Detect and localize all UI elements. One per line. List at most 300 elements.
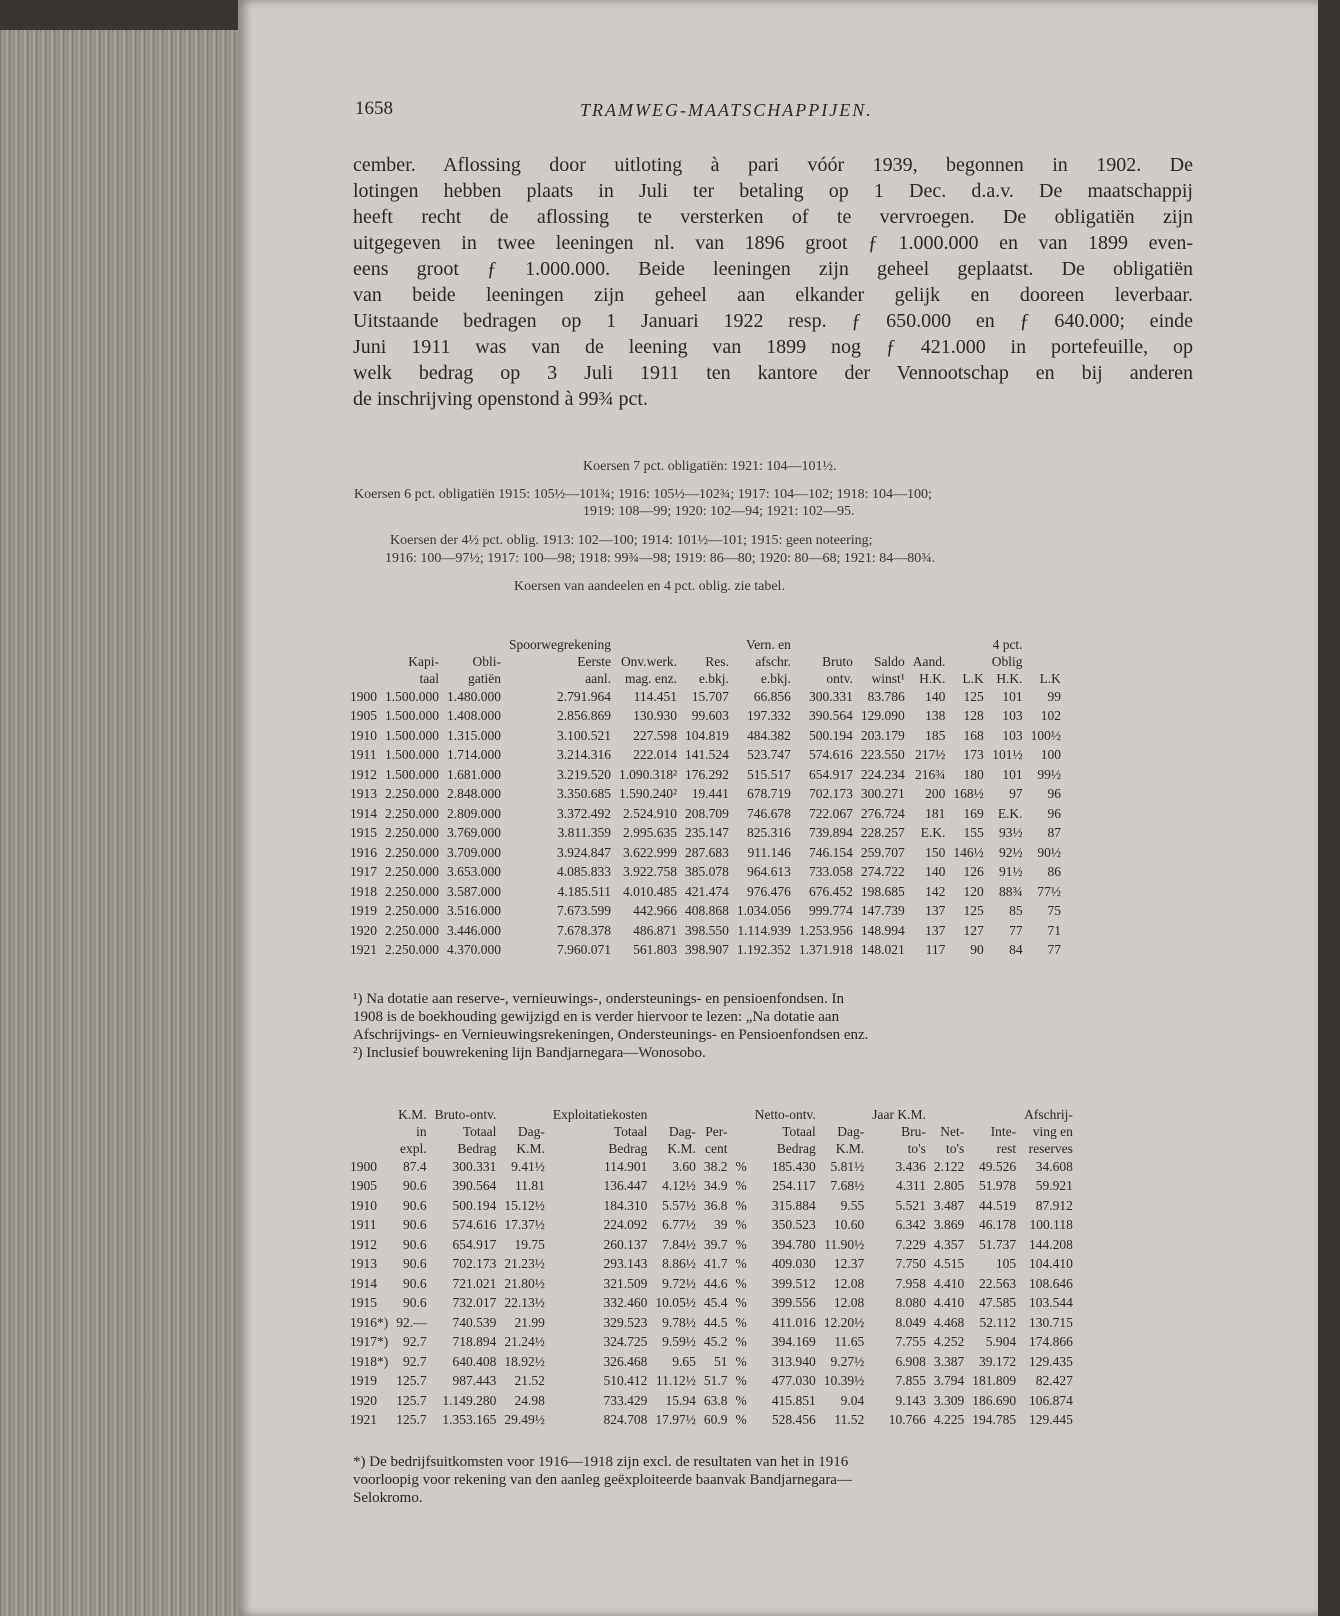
table-cell: 103 (1002, 708, 1023, 724)
table-cell: 92.7 (403, 1334, 427, 1350)
year-cell: 1915 (350, 1295, 377, 1311)
table-cell: % (735, 1353, 747, 1369)
table-header-cell: Bruto-ontv. (434, 1107, 497, 1122)
table-cell: 300.331 (809, 688, 853, 704)
table-cell: 44.6 (703, 1275, 728, 1291)
paragraph-line: cember. Aflossing door uitloting à pari vóór 1939, begonnen in 1902. De (353, 154, 1193, 176)
table-cell: 9.04 (840, 1392, 865, 1408)
table-cell: 51.737 (978, 1236, 1017, 1252)
year-cell: 1912 (350, 766, 377, 782)
table-cell: 176.292 (685, 766, 729, 782)
table-cell: 6.77½ (662, 1217, 696, 1233)
table-cell: 36.8 (703, 1197, 728, 1213)
table-cell: 90.6 (403, 1178, 427, 1194)
table-cell: 10.05½ (655, 1295, 696, 1311)
table-header-cell: Oblig (991, 654, 1023, 669)
table-cell: 11.90½ (824, 1236, 865, 1252)
table-cell: 2.995.635 (623, 825, 678, 841)
table-header-row (350, 653, 1065, 670)
year-cell: 1919 (350, 1373, 377, 1389)
table-row (350, 687, 1065, 707)
table-header-cell: Netto-ontv. (754, 1107, 816, 1122)
table-cell: 173 (963, 747, 984, 763)
table-cell: 8.86½ (662, 1256, 696, 1272)
table-cell: 144.208 (1028, 1236, 1073, 1252)
table-cell: % (735, 1256, 747, 1272)
page-number: 1658 (355, 98, 393, 119)
table-row (350, 1391, 1077, 1411)
table-header-cell (795, 636, 857, 653)
table-cell: 103.544 (1028, 1295, 1073, 1311)
table-cell: 394.780 (771, 1236, 816, 1252)
table-cell: 274.722 (860, 864, 905, 880)
table-cell: 77½ (1037, 883, 1061, 899)
book-page-edges (0, 0, 240, 1616)
table-cell: 486.871 (633, 922, 678, 938)
table-cell: 740.539 (452, 1314, 497, 1330)
table-cell: 217½ (915, 747, 946, 763)
table-cell: 399.556 (771, 1295, 816, 1311)
table-cell: 9.72½ (662, 1275, 696, 1291)
table-header-cell (968, 1106, 1020, 1123)
table-cell: 1.114.939 (737, 922, 791, 938)
table-cell: 3.587.000 (447, 883, 501, 899)
table-cell: % (735, 1217, 747, 1233)
table-cell: 137 (925, 903, 946, 919)
table-cell: 194.785 (972, 1412, 1017, 1428)
table-cell: 1.149.280 (442, 1392, 497, 1408)
table-cell: 477.030 (771, 1373, 816, 1389)
year-cell: 1917*) (350, 1334, 389, 1350)
table-cell: 739.894 (809, 825, 853, 841)
table-cell: 12.37 (833, 1256, 865, 1272)
table-cell: 84 (1009, 942, 1023, 958)
table-header-cell: Onv.werk. (620, 654, 678, 669)
table-header-cell: K.M. (835, 1141, 865, 1156)
table-cell: % (735, 1392, 747, 1408)
table-cell: 254.117 (772, 1178, 816, 1194)
table-cell: 1.590.240² (618, 786, 678, 802)
table-cell: 106.874 (1028, 1392, 1073, 1408)
table-cell: 15.707 (691, 688, 729, 704)
table-cell: 137 (925, 922, 946, 938)
exploitation-table (350, 1106, 1077, 1430)
table-cell: 224.092 (603, 1217, 648, 1233)
year-cell: 1920 (350, 922, 377, 938)
table-cell: 150 (925, 844, 946, 860)
table-header-cell: expl. (400, 1141, 427, 1156)
table-cell: 148.994 (860, 922, 905, 938)
table-row (350, 941, 1065, 961)
table-cell: 3.387 (933, 1353, 965, 1369)
year-cell: 1919 (350, 903, 377, 919)
table-cell: 97 (1009, 786, 1023, 802)
table-cell: 45.2 (703, 1334, 728, 1350)
footnote-line: voorloopig voor rekening van den aanleg geëxploiteerde baanvak Bandjarnegara— (353, 1472, 852, 1488)
table-cell: % (735, 1373, 747, 1389)
table-cell: 10.39½ (823, 1373, 865, 1389)
table-cell: 390.564 (809, 708, 853, 724)
table-cell: 324.725 (603, 1334, 648, 1350)
table-cell: 181.809 (972, 1373, 1017, 1389)
table-cell: 181 (925, 805, 946, 821)
table-cell: 138 (925, 708, 946, 724)
book-gutter (1318, 0, 1340, 1616)
table-header-cell: Dag- (668, 1124, 696, 1139)
table-cell: 41.7 (703, 1256, 728, 1272)
table-cell: 321.509 (603, 1275, 648, 1291)
table-cell: 8.080 (895, 1295, 926, 1311)
table-row (350, 707, 1065, 727)
year-cell: 1910 (350, 1197, 377, 1213)
table-cell: 1.371.918 (798, 942, 853, 958)
table-row (350, 1352, 1077, 1372)
table-cell: 88¾ (998, 883, 1023, 899)
paragraph-line: Juni 1911 was van de leening van 1899 nog ƒ 421.000 in portefeuille, op (353, 336, 1193, 358)
table-cell: 2.250.000 (385, 786, 439, 802)
table-cell: 6.342 (895, 1217, 926, 1233)
table-cell: 260.137 (603, 1236, 648, 1252)
table-cell: 6.908 (895, 1353, 926, 1369)
table-cell: 125 (963, 688, 984, 704)
table-cell: 227.598 (633, 727, 678, 743)
table-cell: 4.410 (933, 1295, 965, 1311)
table-cell: 654.917 (452, 1236, 497, 1252)
table-cell: 46.178 (978, 1217, 1017, 1233)
table-header-cell: Eerste (577, 654, 611, 669)
table-cell: 4.370.000 (447, 942, 501, 958)
table-cell: 4.010.485 (623, 883, 678, 899)
table-cell: 5.521 (895, 1197, 926, 1213)
table-cell: 114.451 (633, 688, 678, 704)
table-header-cell: Res. (705, 654, 729, 669)
table-header-row (350, 1140, 1077, 1157)
koersen-4half-pct: Koersen der 4½ pct. oblig. 1913: 102—100; 1914: 101½—101; 1915: geen noteering; (390, 533, 873, 548)
capital-footnotes (353, 990, 1193, 1062)
table-cell: 125 (963, 903, 984, 919)
table-header-cell (381, 636, 443, 653)
table-cell: % (735, 1412, 747, 1428)
table-header-cell: Spoorwegrekening (509, 637, 611, 652)
table-cell: 101½ (992, 747, 1023, 763)
table-cell: 2.250.000 (385, 805, 439, 821)
table-row (350, 1177, 1077, 1197)
table-cell: 21.23½ (504, 1256, 545, 1272)
table-cell: 77 (1009, 922, 1023, 938)
table-header-cell: Saldo (874, 654, 905, 669)
table-row (350, 1313, 1077, 1333)
table-cell: % (735, 1275, 747, 1291)
table-cell: 174.866 (1028, 1334, 1073, 1350)
table-cell: 140 (925, 688, 946, 704)
paragraph-line: van beide leeningen zijn geheel aan elkander gelijk en dooreen leverbaar. (353, 284, 1193, 306)
table-cell: 38.2 (703, 1158, 728, 1174)
table-cell: 90.6 (403, 1256, 427, 1272)
table-cell: 1.500.000 (385, 727, 439, 743)
table-cell: 574.616 (452, 1217, 497, 1233)
table-cell: 676.452 (809, 883, 853, 899)
table-header-cell: 4 pct. (992, 637, 1023, 652)
book-top-shadow (0, 0, 240, 30)
table-cell: % (735, 1236, 747, 1252)
paragraph-line: uitgegeven in twee leeningen nl. van 1896 groot ƒ 1.000.000 en van 1899 even- (353, 232, 1193, 254)
table-header-cell: Per- (705, 1124, 728, 1139)
table-cell: 528.456 (771, 1412, 816, 1428)
table-cell: 3.869 (933, 1217, 965, 1233)
year-cell: 1900 (350, 688, 377, 704)
table-cell: 718.894 (452, 1334, 497, 1350)
table-header-cell: ving en (1032, 1124, 1073, 1139)
table-row (350, 843, 1065, 863)
table-header-cell: Bru- (901, 1124, 926, 1139)
table-cell: 21.80½ (504, 1275, 545, 1291)
table-cell: 911.146 (747, 844, 791, 860)
table-cell: 87.912 (1035, 1197, 1073, 1213)
table-cell: 722.067 (809, 805, 853, 821)
table-cell: 2.122 (933, 1158, 965, 1174)
table-header-cell: Vern. en (745, 637, 791, 652)
table-header-cell: ontv. (826, 671, 853, 686)
table-cell: 4.468 (933, 1314, 965, 1330)
table-cell: 442.966 (633, 903, 678, 919)
table-cell: 90.6 (403, 1295, 427, 1311)
table-cell: 5.81½ (830, 1158, 865, 1174)
year-cell: 1921 (350, 1412, 377, 1428)
table-cell: 216¾ (915, 766, 946, 782)
table-cell: 105 (995, 1256, 1017, 1272)
year-cell: 1910 (350, 727, 377, 743)
table-cell: 733.429 (603, 1392, 648, 1408)
exploitation-footnote (353, 1453, 1193, 1507)
table-cell: 3.436 (895, 1158, 926, 1174)
table-header-cell: H.K. (919, 671, 946, 686)
table-cell: 168 (963, 727, 984, 743)
table-header-cell: gatiën (468, 671, 501, 686)
table-cell: 3.653.000 (447, 864, 501, 880)
footnote-line: Afschrijvings- en Vernieuwingsrekeningen, Ondersteunings- en Pensioenfondsen enz. (353, 1027, 869, 1043)
table-header-cell: Totaal (462, 1124, 497, 1139)
table-cell: 129.435 (1028, 1353, 1073, 1369)
table-cell: 130.715 (1028, 1314, 1073, 1330)
table-cell: 1.315.000 (447, 727, 501, 743)
year-cell: 1916 (350, 844, 377, 860)
table-cell: 2.250.000 (385, 844, 439, 860)
table-cell: 7.958 (895, 1275, 926, 1291)
table-cell: 101 (1002, 688, 1023, 704)
table-cell: 186.690 (972, 1392, 1017, 1408)
table-header-cell (731, 1123, 750, 1140)
table-header-cell: Jaar K.M. (872, 1107, 926, 1122)
paragraph-line: eens groot ƒ 1.000.000. Beide leeningen zijn geheel geplaatst. De obligatiën (353, 258, 1193, 280)
table-cell: 63.8 (703, 1392, 728, 1408)
table-cell: 77 (1047, 942, 1061, 958)
table-header-cell: rest (996, 1141, 1017, 1156)
table-cell: 3.769.000 (447, 825, 501, 841)
table-cell: 3.709.000 (447, 844, 501, 860)
table-cell: 91½ (998, 864, 1023, 880)
year-cell: 1915 (350, 825, 377, 841)
table-cell: 259.707 (860, 844, 905, 860)
table-row (350, 1235, 1077, 1255)
table-header-cell: L.K (1039, 671, 1061, 686)
table-cell: 350.523 (771, 1217, 816, 1233)
table-header-cell (500, 1106, 549, 1123)
table-header-cell: Bedrag (457, 1141, 497, 1156)
year-cell: 1920 (350, 1392, 377, 1408)
table-header-cell (1027, 653, 1065, 670)
year-cell: 1918 (350, 883, 377, 899)
table-cell: 390.564 (452, 1178, 497, 1194)
table-cell: 4.515 (933, 1256, 965, 1272)
table-cell: 523.747 (747, 747, 791, 763)
table-cell: 3.60 (672, 1158, 696, 1174)
table-cell: 235.147 (685, 825, 729, 841)
table-cell: 4.185.511 (557, 883, 611, 899)
table-header-cell: aanl. (585, 671, 611, 686)
table-cell: 2.848.000 (447, 786, 501, 802)
table-cell: 3.100.521 (556, 727, 611, 743)
table-cell: 276.724 (860, 805, 905, 821)
table-cell: E.K. (997, 805, 1023, 821)
table-cell: 7.68½ (830, 1178, 865, 1194)
table-cell: 2.791.964 (556, 688, 611, 704)
table-cell: 49.526 (978, 1158, 1017, 1174)
table-cell: 52.112 (979, 1314, 1017, 1330)
table-cell: 825.316 (747, 825, 791, 841)
table-cell: 640.408 (452, 1353, 497, 1369)
table-cell: 66.856 (753, 688, 791, 704)
table-header-cell: e.bkj. (698, 671, 729, 686)
table-cell: 500.194 (809, 727, 853, 743)
table-cell: 409.030 (771, 1256, 816, 1272)
table-cell: 129.090 (860, 708, 905, 724)
table-cell: 4.085.833 (556, 864, 611, 880)
table-cell: 19.75 (514, 1236, 545, 1252)
table-cell: 87.4 (403, 1158, 427, 1174)
table-cell: 12.08 (833, 1275, 865, 1291)
table-cell: 101 (1002, 766, 1023, 782)
table-cell: % (735, 1334, 747, 1350)
table-cell: 22.13½ (504, 1295, 545, 1311)
table-cell: 155 (963, 825, 984, 841)
table-header-cell (949, 636, 987, 653)
year-cell: 1914 (350, 805, 377, 821)
table-cell: 12.20½ (823, 1314, 865, 1330)
table-cell: 1.500.000 (385, 766, 439, 782)
table-cell: 484.382 (747, 727, 791, 743)
table-cell: 18.92½ (504, 1353, 545, 1369)
table-cell: 3.487 (933, 1197, 965, 1213)
table-cell: 4.311 (895, 1178, 926, 1194)
table-header-cell: L.K (962, 671, 984, 686)
table-cell: 12.08 (833, 1295, 865, 1311)
table-cell: 147.739 (860, 903, 905, 919)
table-row (350, 863, 1065, 883)
table-cell: 702.173 (452, 1256, 497, 1272)
table-cell: 329.523 (603, 1314, 648, 1330)
table-cell: 223.550 (860, 747, 905, 763)
table-header-cell: winst¹ (871, 671, 905, 686)
table-cell: 9.55 (840, 1197, 865, 1213)
table-cell: 103 (1002, 727, 1023, 743)
table-cell: 7.750 (895, 1256, 926, 1272)
year-cell: 1905 (350, 1178, 377, 1194)
table-cell: 746.154 (809, 844, 853, 860)
table-header-cell (350, 636, 381, 653)
table-cell: 678.719 (747, 786, 791, 802)
table-cell: 44.519 (978, 1197, 1017, 1213)
table-cell: 185 (925, 727, 946, 743)
table-cell: 96 (1047, 805, 1061, 821)
table-cell: 90.6 (403, 1236, 427, 1252)
table-cell: 315.884 (771, 1197, 816, 1213)
table-cell: 17.37½ (504, 1217, 545, 1233)
table-cell: 398.907 (685, 942, 729, 958)
table-cell: % (735, 1295, 747, 1311)
table-cell: 2.250.000 (385, 883, 439, 899)
table-cell: 136.447 (603, 1178, 648, 1194)
year-cell: 1900 (350, 1158, 377, 1174)
table-cell: 125.7 (396, 1373, 427, 1389)
table-cell: 3.372.492 (556, 805, 611, 821)
table-cell: 3.214.316 (556, 747, 611, 763)
table-header-cell (930, 1106, 968, 1123)
table-cell: 168½ (953, 786, 984, 802)
table-header-cell: taal (419, 671, 439, 686)
table-cell: 125.7 (396, 1392, 427, 1408)
table-cell: 300.331 (452, 1158, 497, 1174)
table-cell: 90.6 (403, 1197, 427, 1213)
table-cell: 721.021 (452, 1275, 497, 1291)
table-cell: 1.500.000 (385, 708, 439, 724)
paragraph-line: lotingen hebben plaats in Juli ter betaling op 1 Dec. d.a.v. De maatschappij (353, 180, 1193, 202)
table-cell: 15.94 (665, 1392, 696, 1408)
table-cell: 90.6 (403, 1217, 427, 1233)
footnote-line: 1908 is de boekhouding gewijzigd en is verder hiervoor te lezen: „Na dotatie aan (353, 1009, 840, 1025)
table-header-cell (820, 1106, 869, 1123)
table-cell: 1.090.318² (618, 766, 678, 782)
table-cell: 654.917 (809, 766, 853, 782)
table-cell: 421.474 (685, 883, 729, 899)
table-cell: 185.430 (771, 1158, 816, 1174)
table-cell: 287.683 (685, 844, 729, 860)
table-cell: 39.7 (703, 1236, 728, 1252)
table-cell: 15.12½ (504, 1197, 545, 1213)
table-cell: 108.646 (1028, 1275, 1073, 1291)
table-row (350, 1294, 1077, 1314)
table-row (350, 765, 1065, 785)
table-cell: 3.516.000 (447, 903, 501, 919)
table-cell: 104.410 (1028, 1256, 1073, 1272)
year-cell: 1916*) (350, 1314, 389, 1330)
table-header-cell (731, 1106, 750, 1123)
table-cell: 82.427 (1035, 1373, 1073, 1389)
table-cell: 99 (1047, 688, 1061, 704)
table-row (350, 785, 1065, 805)
table-cell: 87 (1047, 825, 1061, 841)
year-cell: 1912 (350, 1236, 377, 1252)
table-cell: 180 (963, 766, 984, 782)
table-cell: 824.708 (603, 1412, 648, 1428)
table-header-cell: Afschrij- (1024, 1107, 1073, 1122)
table-cell: 987.443 (452, 1373, 497, 1389)
table-header-cell (857, 636, 909, 653)
table-cell: 100 (1040, 747, 1061, 763)
table-cell: 5.904 (985, 1334, 1017, 1350)
table-header-row (350, 636, 1065, 653)
table-cell: 7.673.599 (556, 903, 611, 919)
table-cell: 39.172 (978, 1353, 1017, 1369)
